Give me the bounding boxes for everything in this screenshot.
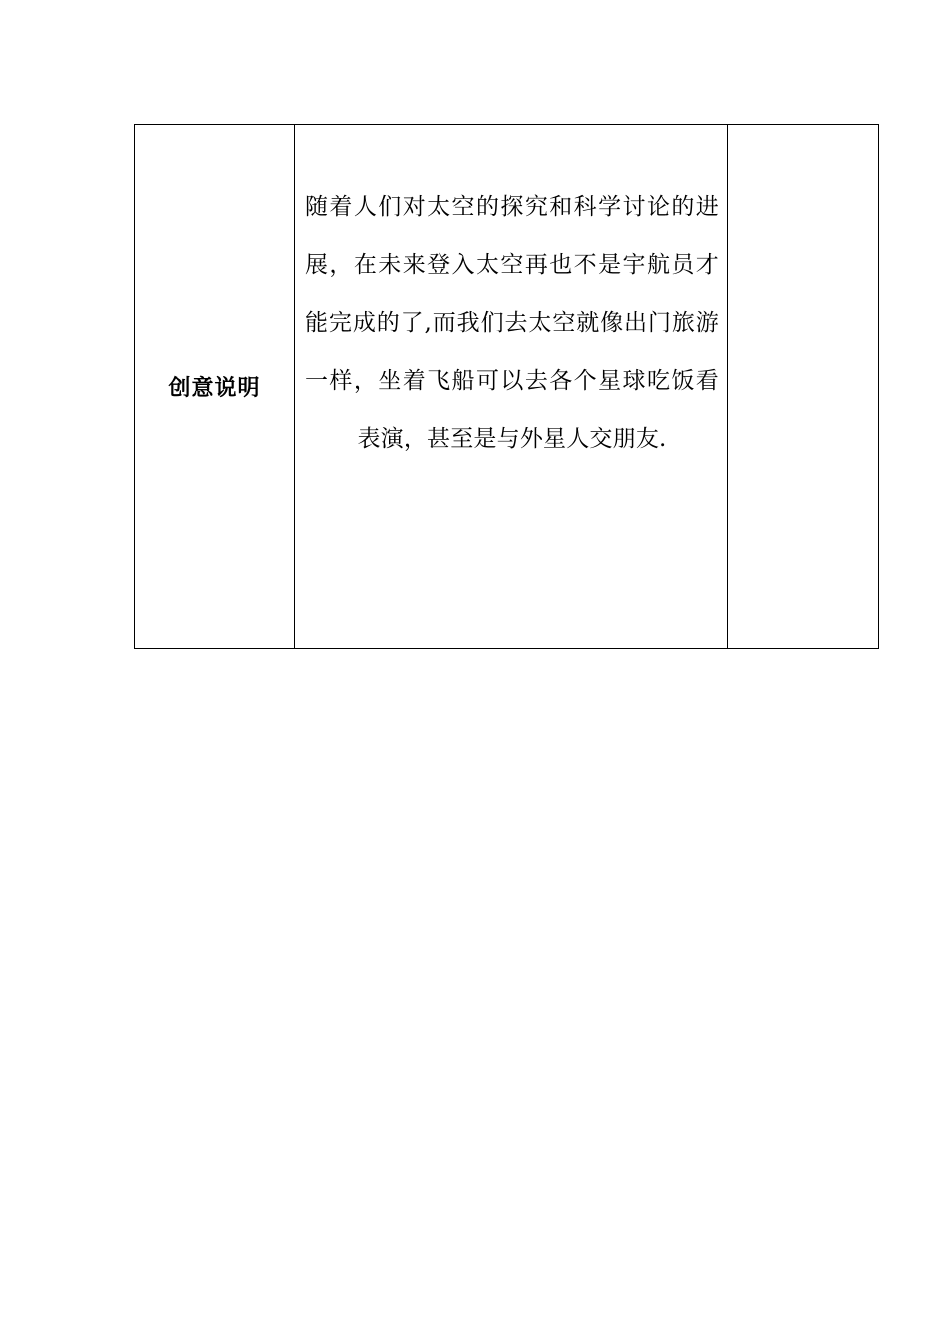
table-row bbox=[135, 125, 879, 649]
description-text: 随着人们对太空的探究和科学讨论的进展，在未来登入太空再也不是宇航员才能完成的了,而我们去太空就像出门旅游一样，坐着飞船可以去各个星球吃饭看表演，甚至是与外星人交朋友. bbox=[305, 194, 719, 452]
label-cell bbox=[135, 125, 295, 649]
content-cell bbox=[295, 125, 728, 649]
row-label: 创意说明 bbox=[168, 376, 261, 401]
description-table bbox=[134, 124, 879, 649]
empty-cell bbox=[728, 125, 879, 649]
